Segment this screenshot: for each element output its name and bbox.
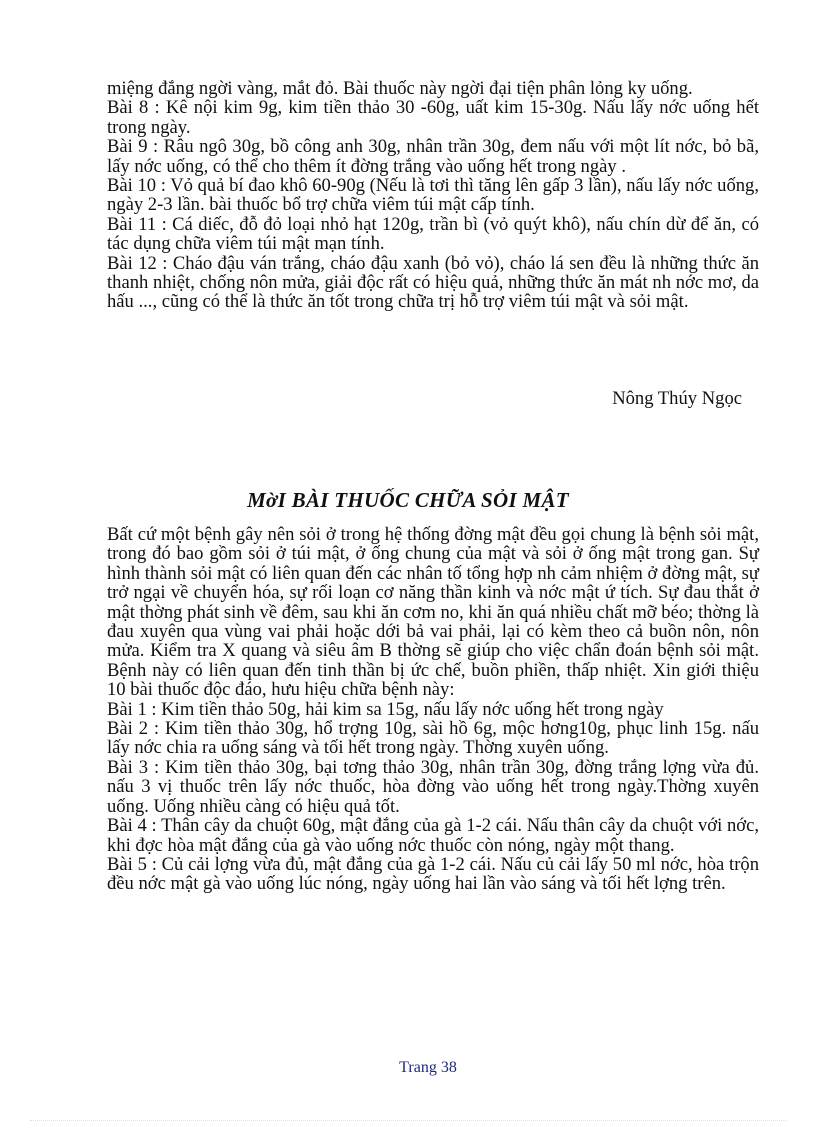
remedy-11: Bài 11 : Cá diếc, đỗ đỏ loại nhỏ hạt 120g, trần bì (vỏ quýt khô), nấu chín dừ để ăn, có tác dụng chữa viêm túi mật mạn tính. [107,213,759,255]
remedy-4: Bài 4 : Thân cây da chuột 60g, mật đắng của gà 1-2 cái. Nấu thân cây da chuột với nớc, khi đợc hòa mật đắng của gà vào uống nớc thuốc còn nóng, ngày một thang. [107,815,759,856]
intro-paragraph: Bất cứ một bệnh gây nên sỏi ở trong hệ thống đờng mật đều gọi chung là bệnh sỏi mật, trong đó bao gồm sỏi ở túi mật, ở ống chung của mật và sỏi ở ống mật trong gan. Sự hình thành sỏi mật có liên quan đến các nhân tố tổng hợp nh cảm nhiệm ở đờng mật, sự trở ngại về chuyển hóa, sự rối loạn cơ năng thần kinh và nớc mật ứ tích. Sự đau thắt ở mật thờng phát sinh về đêm, sau khi ăn cơm no, khi ăn quá nhiều chất mỡ béo; thờng là đau xuyên qua vùng vai phải hoặc dới bả vai phải, lại có kèm theo cả buồn nôn, nôn mửa. Kiểm tra X quang và siêu âm B thờng sẽ giúp cho việc chẩn đoán bệnh sỏi mật. Bệnh này có liên quan đến tinh thần bị ức chế, buồn phiền, thấp nhiệt. Xin giới thiệu 10 bài thuốc độc đáo, hưu hiệu chữa bệnh này: [107,524,759,701]
article-body [107,525,759,894]
remedy-10: Bài 10 : Vỏ quả bí đao khô 60-90g (Nếu là tơi thì tăng lên gấp 3 lần), nấu lấy nớc uống, ngày 2-3 lần. bài thuốc bổ trợ chữa viêm túi mật cấp tính. [107,175,759,216]
article-title: MờI BÀI THUỐC CHỮA SỎI MẬT [247,488,569,512]
page-number: Trang 38 [399,1059,457,1076]
remedy-9: Bài 9 : Râu ngô 30g, bồ công anh 30g, nhân trần 30g, đem nấu với một lít nớc, bỏ bã, lấy nớc uống, có thể cho thêm ít đờng trắng vào uống hết trong ngày . [107,136,759,177]
previous-article-body [107,79,759,312]
body-paragraph: miệng đắng ngời vàng, mắt đỏ. Bài thuốc này ngời đại tiện phân lỏng ky uống. [107,78,693,99]
remedy-8: Bài 8 : Kê nội kim 9g, kim tiền thảo 30 -60g, uất kim 15-30g. Nấu lấy nớc uống hết trong ngày. [107,97,759,138]
remedy-2: Bài 2 : Kim tiền thảo 30g, hổ trợng 10g, sài hồ 6g, mộc hơng10g, phục linh 15g. nấu lấy nớc chia ra uống sáng và tối hết trong ngày. Thờng xuyên uống. [107,718,759,759]
remedy-3: Bài 3 : Kim tiền thảo 30g, bại tơng thảo 30g, nhân trần 30g, đờng trắng lợng vừa đủ. nấu 3 vị thuốc trên lấy nớc thuốc, hòa đờng vào uống hết trong ngày.Thờng xuyên uống. Uống nhiều càng có hiệu quả tốt. [107,756,759,817]
page-bottom-divider [30,1120,786,1121]
remedy-5: Bài 5 : Củ cải lợng vừa đủ, mật đắng của gà 1-2 cái. Nấu củ cải lấy 50 ml nớc, hòa trộn đều nớc mật gà vào uống lúc nóng, ngày uống hai lần vào sáng và tối hết lợng trên. [107,853,759,895]
remedy-1: Bài 1 : Kim tiền thảo 50g, hải kim sa 15g, nấu lấy nớc uống hết trong ngày [107,698,664,720]
author-signature: Nông Thúy Ngọc [612,388,742,409]
remedy-12: Bài 12 : Cháo đậu ván trắng, cháo đậu xanh (bỏ vỏ), cháo lá sen đều là những thức ăn thanh nhiệt, chống nôn mửa, giải độc rất có hiệu quả, những thức ăn mát nh nớc mơ, da hấu ..., cũng có thể là thức ăn tốt trong chữa trị hỗ trợ viêm túi mật và sỏi mật. [107,252,759,313]
